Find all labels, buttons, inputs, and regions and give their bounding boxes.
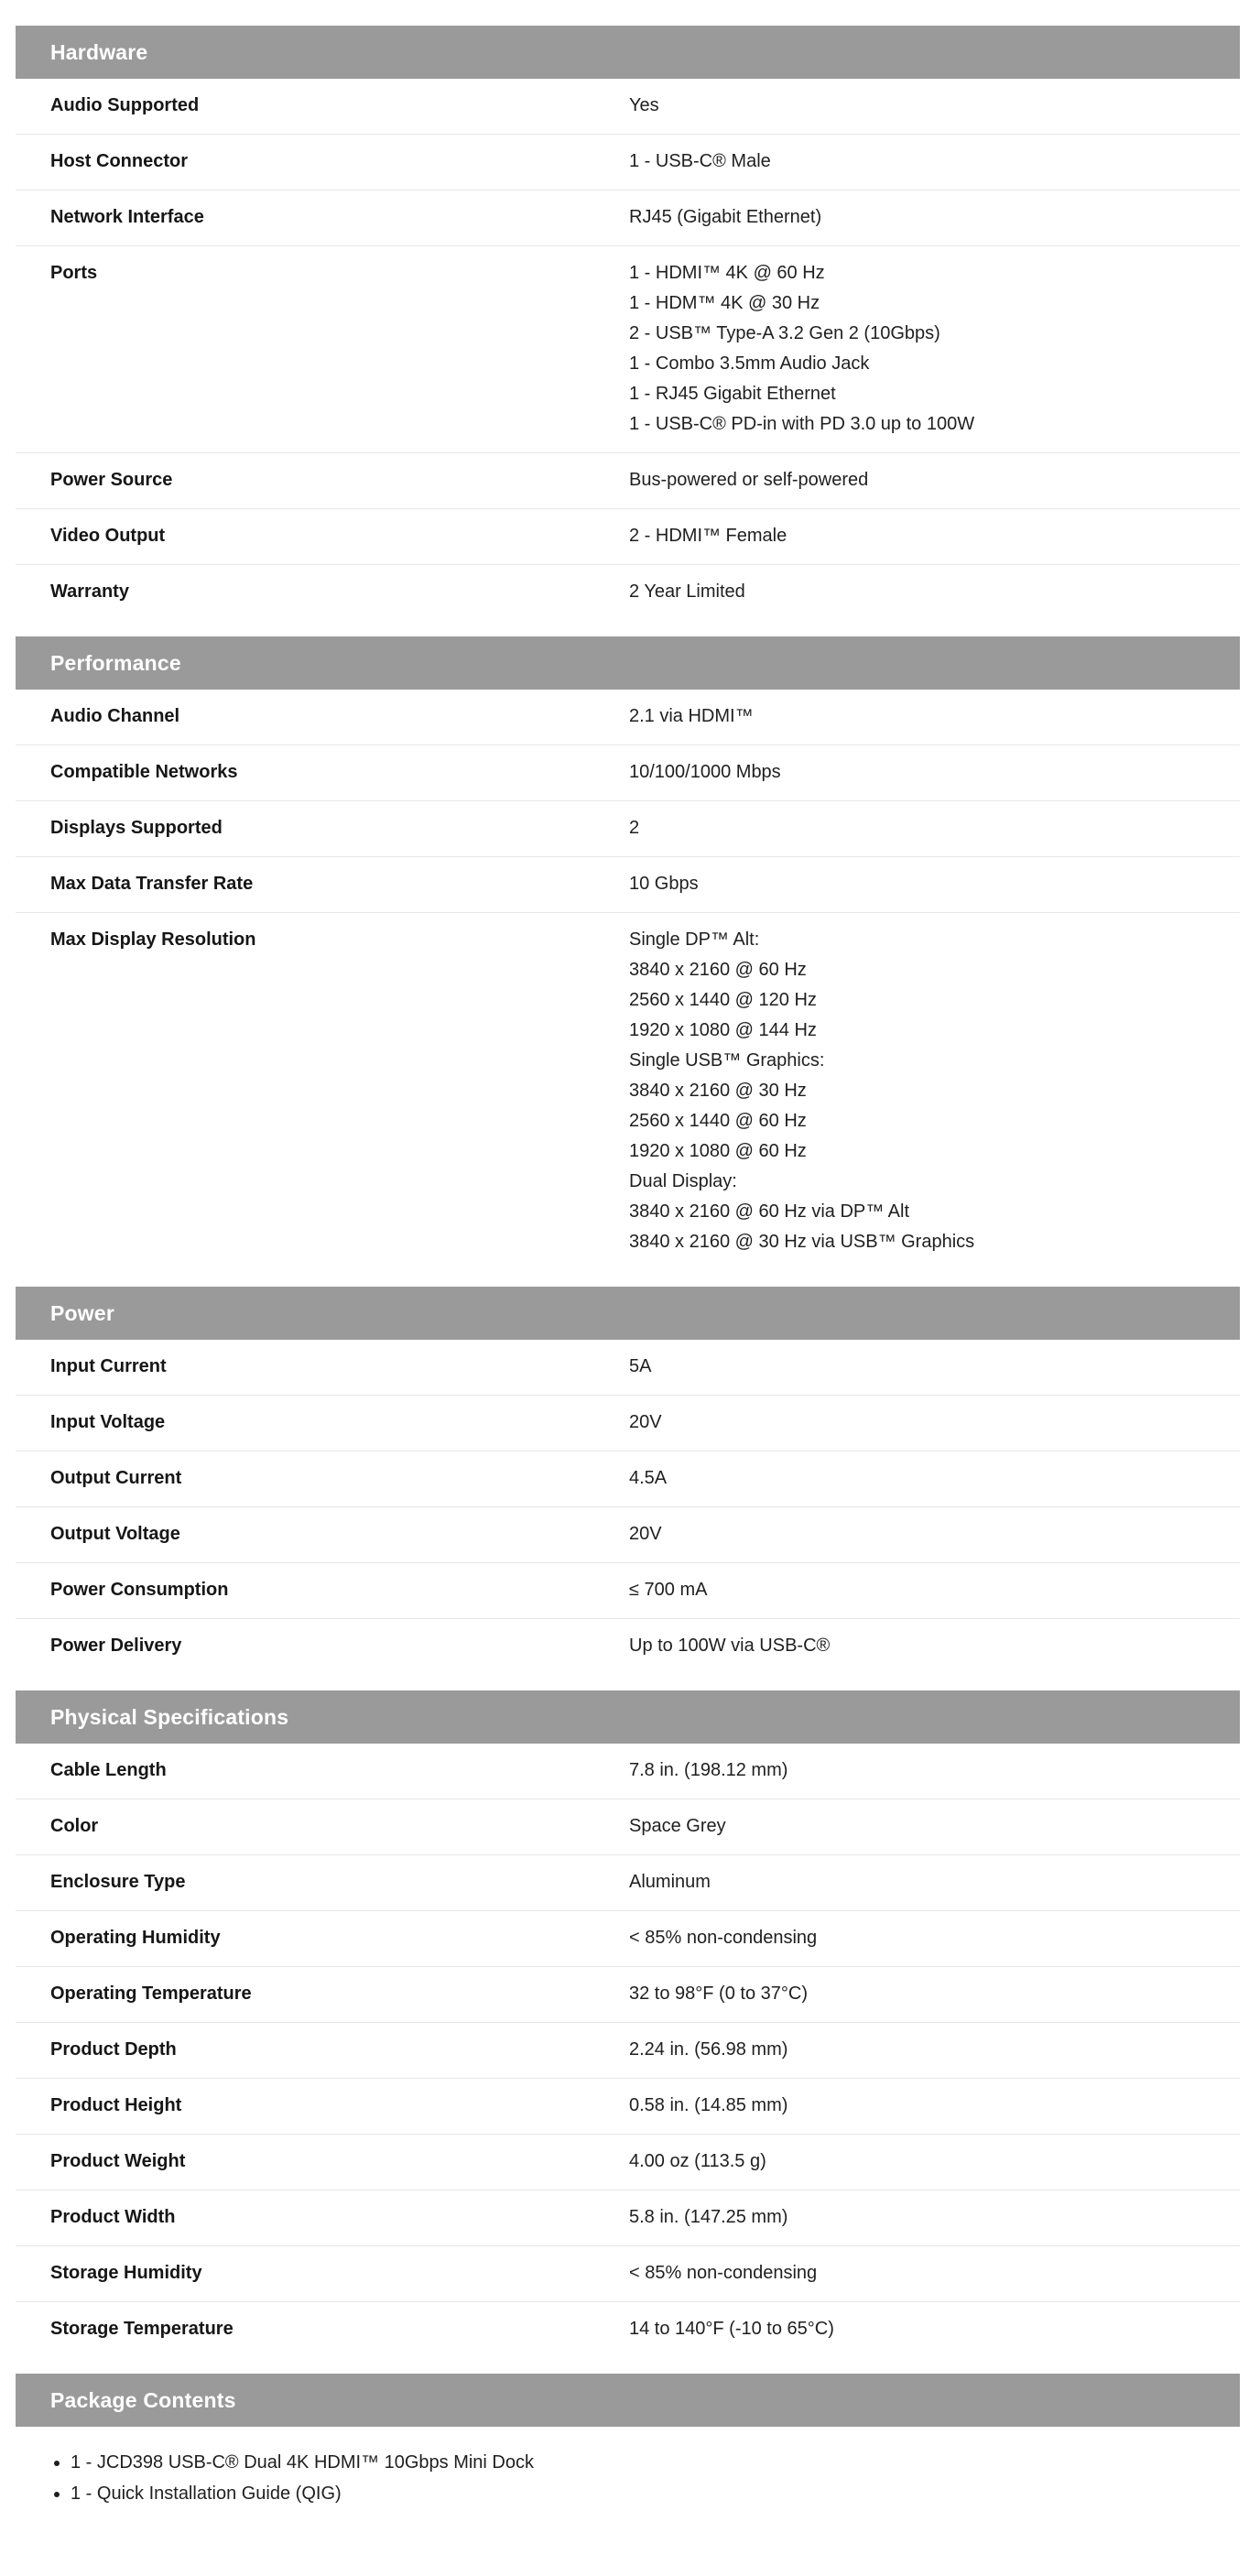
spec-row (16, 190, 1240, 246)
spec-row (16, 1563, 1240, 1619)
spec-value-line: 1920 x 1080 @ 60 Hz (629, 1141, 807, 1161)
package-contents-item: • 1 - Quick Installation Guide (QIG) (71, 2478, 1240, 2509)
spec-row-label: Ports (50, 263, 98, 283)
spec-value-line: 7.8 in. (198.12 mm) (629, 1760, 788, 1780)
spec-value-line: 10 Gbps (629, 874, 699, 894)
spec-row-label: Enclosure Type (50, 1872, 186, 1892)
spec-value-line: 2560 x 1440 @ 60 Hz (629, 1111, 807, 1131)
spec-value-line: 2 - HDMI™ Female (629, 526, 788, 546)
spec-value-line: 2 (629, 818, 640, 838)
spec-row-label: Cable Length (50, 1760, 167, 1780)
spec-row (16, 745, 1240, 801)
spec-row-value (629, 869, 699, 899)
spec-row (16, 2079, 1240, 2135)
spec-value-line: 0.58 in. (14.85 mm) (629, 2095, 788, 2115)
spec-row (16, 857, 1240, 913)
spec-row-label: Power Consumption (50, 1580, 229, 1600)
spec-value-line: 32 to 98°F (0 to 37°C) (629, 1984, 808, 2004)
spec-row-value (629, 1923, 817, 1953)
section-title: Physical Specifications (50, 1704, 289, 1729)
spec-row (16, 1451, 1240, 1507)
spec-row (16, 690, 1240, 745)
spec-row-label: Audio Channel (50, 706, 180, 726)
spec-value-line: 20V (629, 1412, 662, 1432)
spec-value-line: ≤ 700 mA (629, 1580, 708, 1600)
spec-value-line: Space Grey (629, 1816, 726, 1836)
spec-row (16, 565, 1240, 620)
spec-row-label: Color (50, 1816, 99, 1836)
spec-row-label: Storage Temperature (50, 2319, 234, 2339)
spec-row-label: Max Data Transfer Rate (50, 874, 254, 894)
spec-row (16, 2190, 1240, 2246)
spec-row-value (629, 2147, 766, 2177)
spec-row (16, 1799, 1240, 1855)
spec-row (16, 2023, 1240, 2079)
spec-row (16, 1619, 1240, 1674)
spec-row (16, 79, 1240, 135)
spec-row-value (629, 2258, 817, 2288)
spec-value-line: 2 Year Limited (629, 582, 745, 602)
section-title: Performance (50, 650, 181, 675)
spec-row (16, 135, 1240, 190)
spec-row (16, 2135, 1240, 2190)
spec-row-label: Max Display Resolution (50, 929, 256, 950)
spec-row-value (629, 1631, 830, 1661)
spec-value-line: 2.24 in. (56.98 mm) (629, 2039, 788, 2060)
spec-value-line: Yes (629, 95, 659, 115)
spec-row-value (629, 925, 974, 1257)
section-header-bar (16, 26, 1240, 79)
spec-value-line: 1 - RJ45 Gigabit Ethernet (629, 384, 836, 404)
spec-value-line: 3840 x 2160 @ 60 Hz via DP™ Alt (629, 1201, 910, 1222)
spec-row-label: Operating Humidity (50, 1928, 221, 1948)
spec-value-line: Single USB™ Graphics: (629, 1050, 825, 1071)
spec-row (16, 2302, 1240, 2357)
spec-value-line: RJ45 (Gigabit Ethernet) (629, 207, 822, 227)
spec-value-line: 1 - Combo 3.5mm Audio Jack (629, 353, 870, 374)
spec-section (16, 1287, 1240, 1674)
spec-row-label: Compatible Networks (50, 762, 238, 782)
spec-row-value (629, 521, 787, 551)
spec-row-label: Operating Temperature (50, 1984, 252, 2004)
spec-value-line: 1 - USB-C® PD-in with PD 3.0 up to 100W (629, 414, 975, 434)
spec-row (16, 509, 1240, 565)
spec-value-line: < 85% non-condensing (629, 2263, 818, 2283)
spec-value-line: 1 - USB-C® Male (629, 151, 771, 171)
spec-row-label: Video Output (50, 526, 166, 546)
spec-value-line: 3840 x 2160 @ 30 Hz (629, 1081, 807, 1101)
spec-value-line: 1 - HDMI™ 4K @ 60 Hz (629, 263, 825, 283)
spec-row-label: Product Depth (50, 2039, 177, 2060)
spec-row (16, 1507, 1240, 1563)
spec-row (16, 1744, 1240, 1799)
spec-value-line: 2560 x 1440 @ 120 Hz (629, 990, 817, 1010)
spec-row-value (629, 2091, 788, 2121)
spec-row (16, 1855, 1240, 1911)
section-rows (16, 1340, 1240, 1674)
spec-row-label: Input Voltage (50, 1412, 166, 1432)
spec-row-label: Audio Supported (50, 95, 200, 115)
spec-row-value (629, 465, 868, 495)
spec-row-value (629, 91, 659, 121)
spec-value-line: 2.1 via HDMI™ (629, 706, 754, 726)
section-rows (16, 79, 1240, 620)
spec-section (16, 26, 1240, 620)
section-header-bar (16, 636, 1240, 690)
spec-value-line: 20V (629, 1524, 662, 1544)
spec-value-line: 14 to 140°F (-10 to 65°C) (629, 2319, 834, 2339)
spec-row-label: Storage Humidity (50, 2263, 202, 2283)
spec-row (16, 801, 1240, 857)
spec-value-line: Single DP™ Alt: (629, 929, 760, 950)
spec-row-value (629, 2314, 834, 2344)
spec-row-value (629, 2035, 788, 2065)
spec-row (16, 913, 1240, 1270)
spec-value-line: 4.5A (629, 1468, 668, 1488)
spec-value-line: 1920 x 1080 @ 144 Hz (629, 1020, 817, 1040)
spec-section (16, 636, 1240, 1270)
spec-row (16, 246, 1240, 453)
spec-value-line: 5A (629, 1356, 652, 1376)
section-header-bar (16, 1287, 1240, 1340)
spec-row-label: Network Interface (50, 207, 204, 227)
spec-value-line: 4.00 oz (113.5 g) (629, 2151, 766, 2171)
spec-value-line: 1 - HDM™ 4K @ 30 Hz (629, 293, 820, 313)
spec-row-value (629, 1575, 707, 1605)
package-contents-item: • 1 - JCD398 USB-C® Dual 4K HDMI™ 10Gbps Mini Dock (71, 2447, 1240, 2478)
section-header-bar (16, 2374, 1240, 2427)
spec-row-value (629, 1755, 788, 1786)
section-title: Hardware (50, 39, 148, 64)
spec-row-value (629, 701, 754, 732)
spec-row-value (629, 577, 745, 607)
spec-value-line: Up to 100W via USB-C® (629, 1636, 831, 1656)
spec-row-label: Product Weight (50, 2151, 186, 2171)
spec-row-label: Output Current (50, 1468, 182, 1488)
spec-row-value (629, 1811, 726, 1842)
spec-row-value (629, 1352, 651, 1382)
spec-row (16, 1967, 1240, 2023)
product-spec-table (16, 26, 1240, 2509)
spec-value-line: 5.8 in. (147.25 mm) (629, 2207, 788, 2227)
spec-row-value (629, 1463, 667, 1494)
spec-value-line: 10/100/1000 Mbps (629, 762, 781, 782)
spec-row-label: Input Current (50, 1356, 167, 1376)
section-title: Power (50, 1300, 115, 1325)
spec-row (16, 1911, 1240, 1967)
spec-value-line: 2 - USB™ Type-A 3.2 Gen 2 (10Gbps) (629, 323, 940, 343)
spec-row (16, 1340, 1240, 1396)
spec-row-label: Host Connector (50, 151, 188, 171)
section-rows (16, 690, 1240, 1270)
spec-row (16, 453, 1240, 509)
spec-value-line: Dual Display: (629, 1171, 737, 1191)
spec-value-line: 3840 x 2160 @ 30 Hz via USB™ Graphics (629, 1232, 975, 1252)
spec-section (16, 2374, 1240, 2509)
section-header-bar (16, 1690, 1240, 1744)
spec-row-label: Warranty (50, 582, 129, 602)
spec-row-value (629, 1408, 662, 1438)
spec-row-label: Power Source (50, 470, 173, 490)
spec-row-value (629, 1519, 662, 1549)
spec-row-value (629, 258, 974, 440)
spec-row-label: Displays Supported (50, 818, 223, 838)
section-rows (16, 1744, 1240, 2357)
spec-value-line: < 85% non-condensing (629, 1928, 818, 1948)
spec-row (16, 2246, 1240, 2302)
spec-row-value (629, 757, 781, 788)
spec-row-label: Product Width (50, 2207, 176, 2227)
package-contents-list (16, 2447, 1240, 2509)
spec-value-line: 3840 x 2160 @ 60 Hz (629, 960, 807, 980)
spec-row-value (629, 1979, 808, 2009)
spec-row-value (629, 147, 771, 177)
spec-row-value (629, 813, 639, 843)
spec-row-value (629, 2202, 788, 2233)
spec-row-value (629, 202, 821, 233)
spec-row-label: Power Delivery (50, 1636, 182, 1656)
spec-value-line: Aluminum (629, 1872, 711, 1892)
spec-row-value (629, 1867, 711, 1897)
spec-row-label: Output Voltage (50, 1524, 180, 1544)
spec-value-line: Bus-powered or self-powered (629, 470, 869, 490)
section-title: Package Contents (50, 2387, 236, 2412)
spec-section (16, 1690, 1240, 2357)
spec-row-label: Product Height (50, 2095, 182, 2115)
spec-row (16, 1396, 1240, 1451)
